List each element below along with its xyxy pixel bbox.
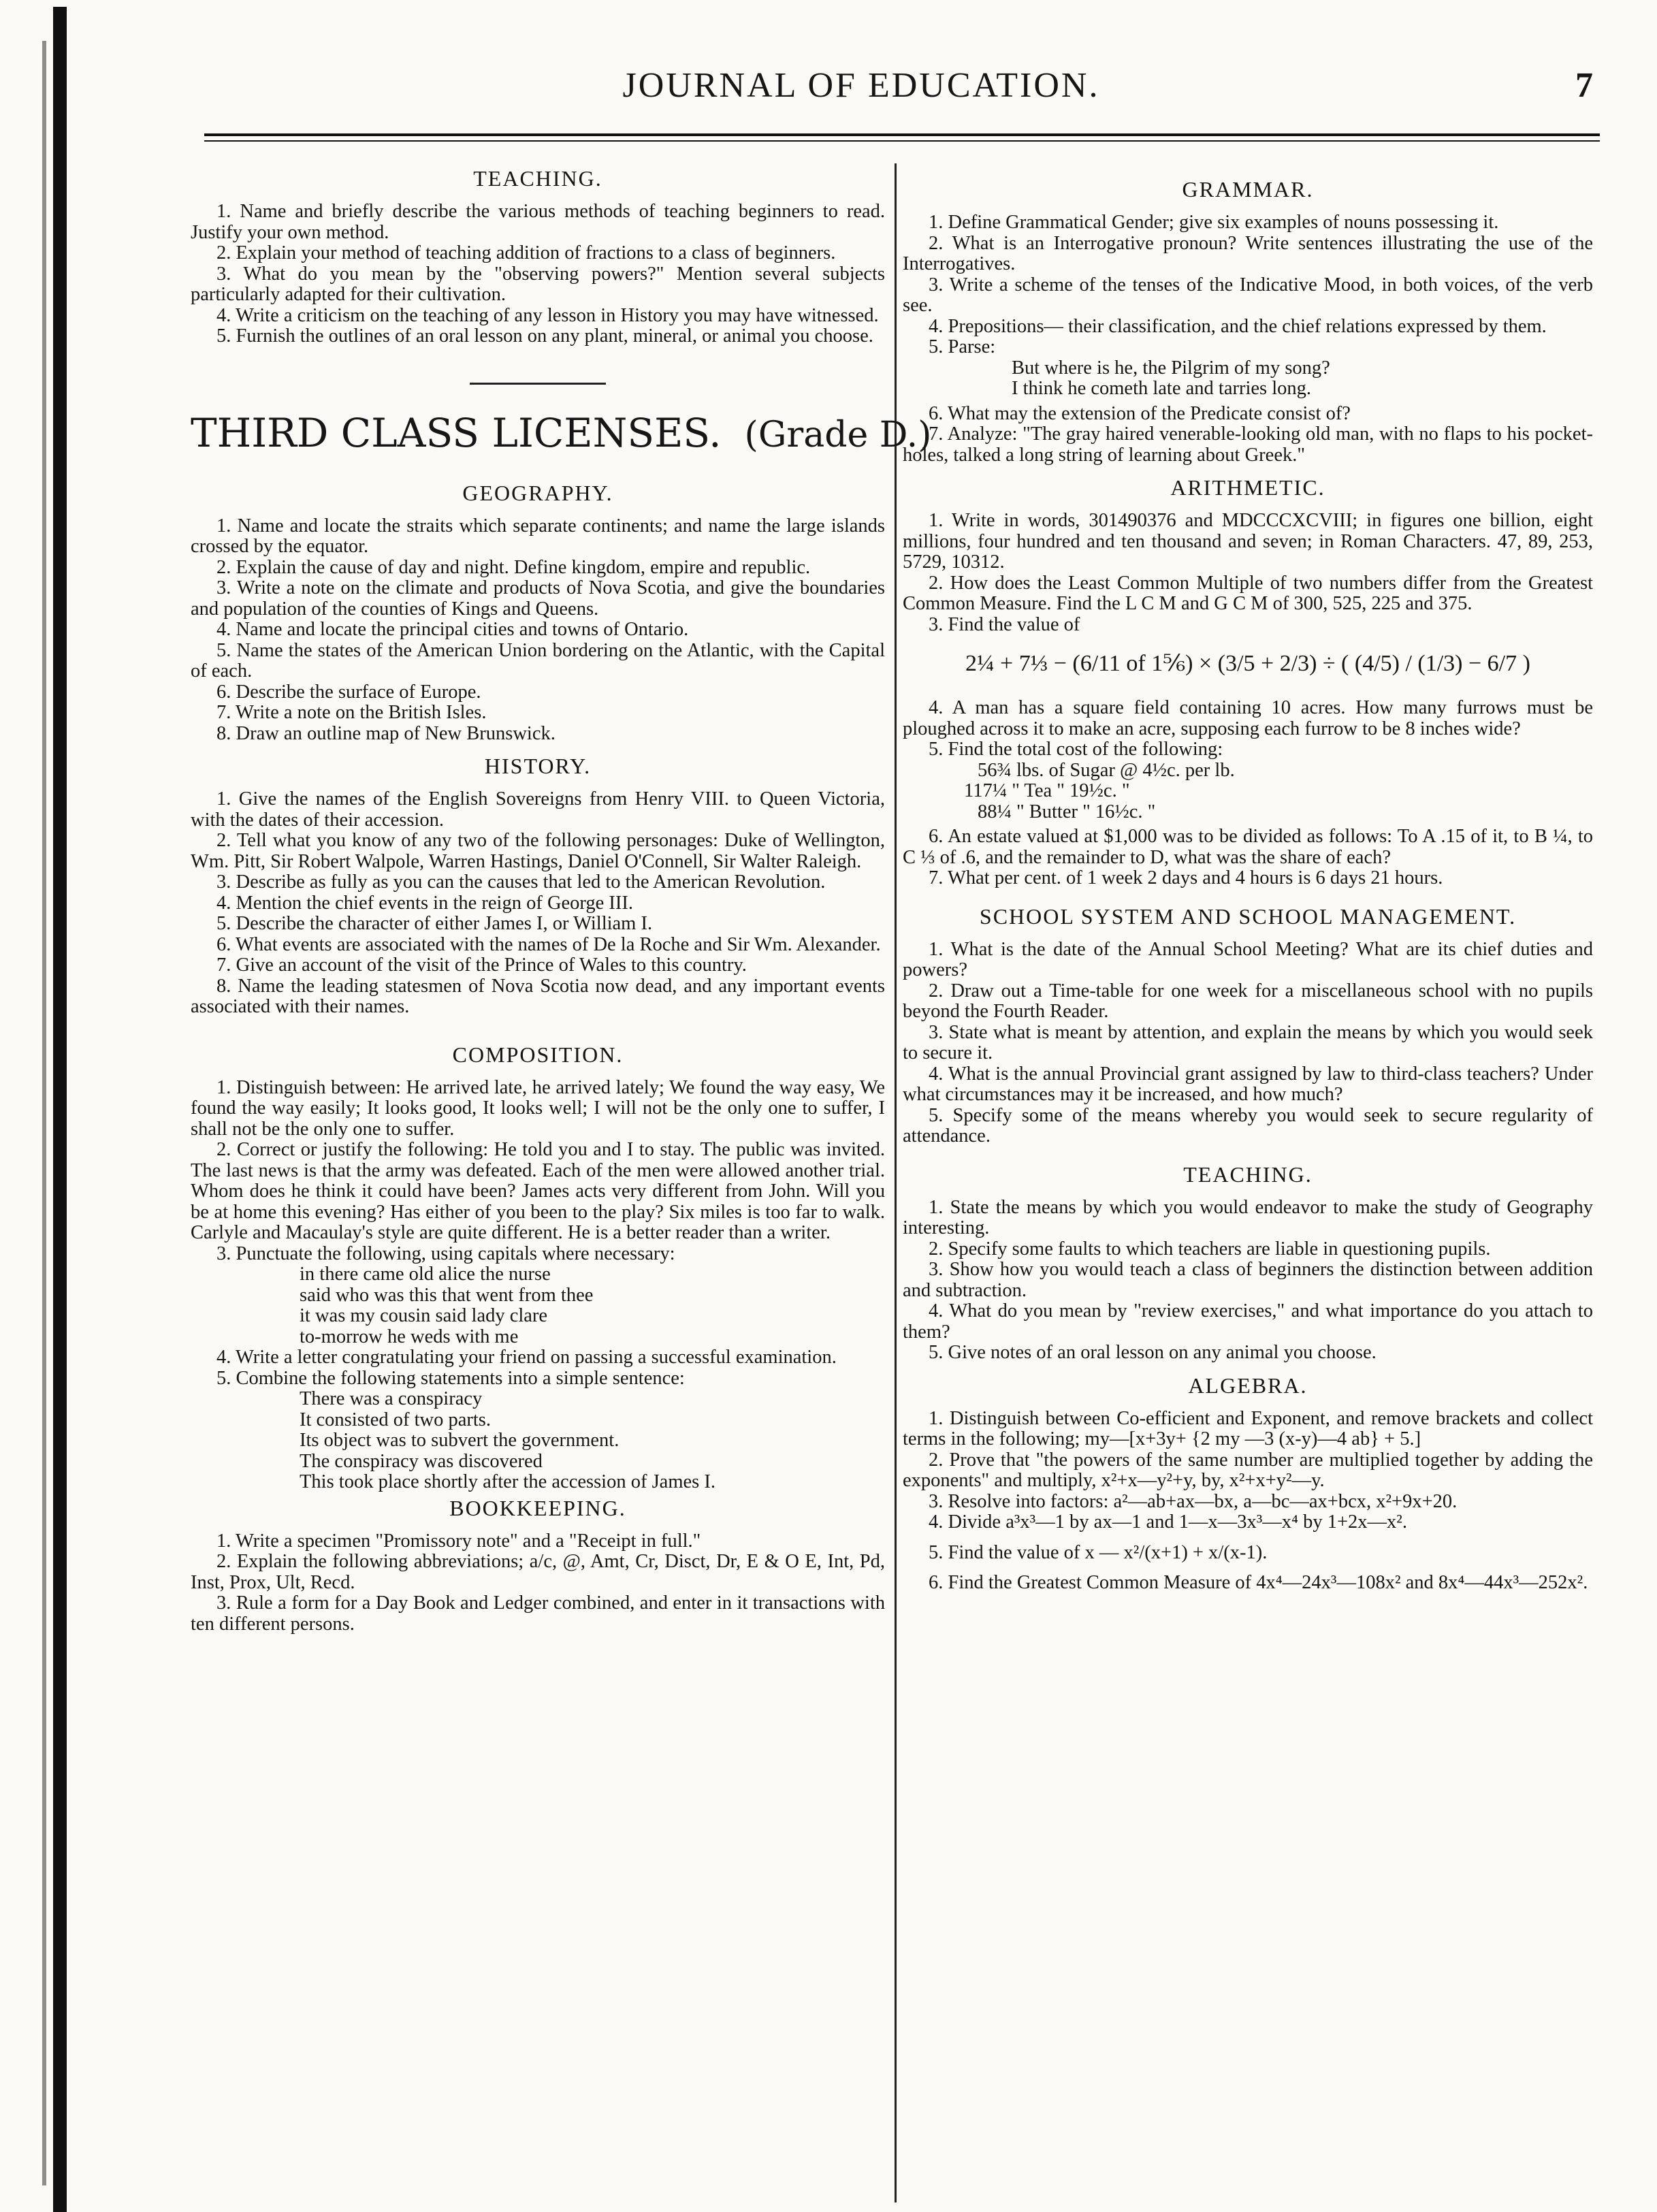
column-divider: [895, 163, 897, 2202]
right-column: [903, 163, 1593, 1594]
question: 4. A man has a square field containing 10 acres. How many furrows must be ploughed across it to make an acre, supposing each furrow to be 8 inches wide?: [903, 697, 1593, 739]
header-rule: [204, 133, 1600, 136]
question: 3. State what is meant by attention, and explain the means by which you would seek to secure it.: [903, 1021, 1593, 1063]
question: 2. How does the Least Common Multiple of two numbers differ from the Greatest Common Measure. Find the L C M and G C M of 300, 525, 225 and 375.: [903, 572, 1593, 614]
question: 4. Divide a³x³—1 by ax—1 and 1—x—3x³—x⁴ by 1+2x—x².: [929, 1511, 1407, 1533]
question: 1. Distinguish between: He arrived late, he arrived lately; We found the way easy, We found the way easily; It looks good, It looks well; I will not be the only one to suffer, I shall not be the only one to suffer.: [191, 1076, 885, 1140]
question: 6. An estate valued at $1,000 was to be divided as follows: To A .15 of it, to B ¼, to C ⅓ of .6, and the remainder to D, what was the share of each?: [903, 826, 1593, 868]
verse-line: said who was this that went from thee: [300, 1284, 594, 1306]
question: 3. Rule a form for a Day Book and Ledger combined, and enter in it transactions with ten different persons.: [191, 1592, 885, 1635]
page-number: 7: [1575, 66, 1593, 105]
binding-edge: [53, 7, 67, 2212]
question: 3. Punctuate the following, using capitals where necessary:: [216, 1243, 675, 1264]
header-rule-thin: [204, 140, 1600, 142]
question: 2. Prove that "the powers of the same number are multiplied together by adding the exponents" and multiply, x²+x—y²+y, by, x²+x+y²—y.: [903, 1449, 1593, 1491]
question: 1. State the means by which you would endeavor to make the study of Geography interesting.: [903, 1196, 1593, 1238]
question: 3. Find the value of: [929, 613, 1080, 635]
licenses-title-text: THIRD CLASS LICENSES.: [191, 409, 722, 456]
question: 3. Resolve into factors: a²—ab+ax—bx, a—bc—ax+bcx, x²+9x+20.: [929, 1490, 1458, 1512]
question: 5. Describe the character of either James I, or William I.: [216, 913, 653, 934]
question: 3. What do you mean by the "observing powers?" Mention several subjects particularly adapted for their cultivation.: [191, 263, 885, 305]
question: 4. Prepositions— their classification, and the chief relations expressed by them.: [929, 315, 1547, 337]
statement-line: There was a conspiracy: [300, 1388, 483, 1409]
question: 6. What events are associated with the names of De la Roche and Sir Wm. Alexander.: [216, 933, 881, 955]
statement-line: The conspiracy was discovered: [300, 1450, 543, 1472]
section-separator: [470, 383, 606, 385]
question: 1. Write in words, 301490376 and MDCCCXCVIII; in figures one billion, eight millions, four hundred and ten thousand and seven; in Roman Characters. 47, 89, 253, 5729, 10312.: [903, 510, 1593, 573]
question: 4. What is the annual Provincial grant assigned by law to third-class teachers? Under what circumstances may it be increased, and how much?: [903, 1063, 1593, 1105]
statement-line: This took place shortly after the accession of James I.: [300, 1471, 715, 1492]
question: 2. Correct or justify the following: He told you and I to stay. The public was invited. The last news is that the army was defeated. Each of the men were allowed another trial. Whom does he think it could have been? James acts very different from John. Will you be at home this evening? Has either of you been to the play? Six miles is too far to walk. Carlyle and Macaulay's style are quite different. He is a better reader than a writer.: [191, 1139, 885, 1243]
verse-line: to-morrow he weds with me: [300, 1326, 519, 1347]
question: 5. Specify some of the means whereby you would seek to secure regularity of attendance.: [903, 1104, 1593, 1147]
question: 2. Explain your method of teaching addition of fractions to a class of beginners.: [216, 242, 836, 263]
verse-line: I think he cometh late and tarries long.: [1012, 378, 1312, 399]
question: 1. Define Grammatical Gender; give six examples of nouns possessing it.: [929, 212, 1499, 233]
question: 1. Write a specimen "Promissory note" and a "Receipt in full.": [216, 1530, 701, 1552]
question: 8. Name the leading statesmen of Nova Scotia now dead, and any important events associated with their names.: [191, 975, 885, 1017]
question: 2. Specify some faults to which teachers are liable in questioning pupils.: [929, 1238, 1491, 1260]
question: 4. What do you mean by "review exercises," and what importance do you attach to them?: [903, 1300, 1593, 1343]
question: 3. Write a note on the climate and products of Nova Scotia, and give the boundaries and population of the counties of Kings and Queens.: [191, 577, 885, 620]
section-heading: TEACHING.: [1183, 1161, 1313, 1187]
question: 5. Name the states of the American Union bordering on the Atlantic, with the Capital of each.: [191, 639, 885, 682]
question: 7. Give an account of the visit of the Prince of Wales to this country.: [216, 955, 747, 976]
question: 5. Parse:: [929, 336, 996, 357]
statement-line: It consisted of two parts.: [300, 1409, 491, 1430]
question: 5. Furnish the outlines of an oral lesson on any plant, mineral, or animal you choose.: [216, 325, 873, 347]
section-heading: COMPOSITION.: [452, 1042, 624, 1067]
verse-line: in there came old alice the nurse: [300, 1264, 551, 1285]
question: 2. Explain the following abbreviations; a/c, @, Amt, Cr, Disct, Dr, E & O E, Int, Pd, Inst, Prox, Ult, Recd.: [191, 1551, 885, 1593]
binding-shadow: [42, 41, 46, 2185]
question: 4. Name and locate the principal cities and towns of Ontario.: [216, 619, 689, 640]
question: 3. Describe as fully as you can the causes that led to the American Revolution.: [216, 871, 826, 893]
question: 1. Name and locate the straits which separate continents; and name the large islands crossed by the equator.: [191, 515, 885, 557]
page-header: [129, 65, 1593, 120]
question: 5. Find the value of x — x²/(x+1) + x/(x-1).: [929, 1541, 1268, 1563]
cost-line: 88¼ " Butter " 16½c. ": [978, 801, 1156, 822]
question: 4. Mention the chief events in the reign of George III.: [216, 892, 634, 914]
cost-line: 56¾ lbs. of Sugar @ 4½c. per lb.: [978, 759, 1235, 781]
question: 4. Write a criticism on the teaching of any lesson in History you may have witnessed.: [216, 304, 879, 326]
statement-line: Its object was to subvert the government.: [300, 1430, 620, 1451]
question: 3. Write a scheme of the tenses of the Indicative Mood, in both voices, of the verb see.: [903, 274, 1593, 316]
question: 2. What is an Interrogative pronoun? Write sentences illustrating the use of the Interrogatives.: [903, 232, 1593, 274]
question: 2. Explain the cause of day and night. Define kingdom, empire and republic.: [216, 556, 811, 578]
question: 6. Find the Greatest Common Measure of 4x⁴—24x³—108x² and 8x⁴—44x³—252x².: [929, 1572, 1588, 1593]
section-heading: GEOGRAPHY.: [462, 480, 613, 505]
question: 7. What per cent. of 1 week 2 days and 4 hours is 6 days 21 hours.: [929, 867, 1443, 888]
cost-line: 117¼ " Tea " 19½c. ": [964, 780, 1130, 801]
verse-line: it was my cousin said lady clare: [300, 1305, 548, 1326]
question: 1. Distinguish between Co-efficient and Exponent, and remove brackets and collect terms in the following; my—[x+3y+ {2 my —3 (x-y)—4 ab} + 5.]: [903, 1407, 1593, 1449]
question: 5. Find the total cost of the following:: [929, 739, 1223, 760]
question: 7. Analyze: "The gray haired venerable-looking old man, with no flaps to his pocket-holes, talked a long string of learning about Greek.": [903, 423, 1593, 466]
question: 2. Tell what you know of any two of the following personages: Duke of Wellington, Wm. Pitt, Sir Robert Walpole, Warren Hastings, Daniel O'Connell, Sir Walter Raleigh.: [191, 830, 885, 872]
verse-line: But where is he, the Pilgrim of my song?: [1012, 357, 1330, 379]
question: 1. Give the names of the English Sovereigns from Henry VIII. to Queen Victoria, with the dates of their accession.: [191, 788, 885, 831]
journal-title: JOURNAL OF EDUCATION.: [622, 66, 1100, 105]
section-heading: BOOKKEEPING.: [449, 1495, 626, 1520]
question: 6. Describe the surface of Europe.: [216, 681, 481, 703]
question: 5. Give notes of an oral lesson on any animal you choose.: [929, 1342, 1377, 1363]
section-heading: ALGEBRA.: [1188, 1373, 1308, 1398]
arithmetic-formula: 2¼ + 7⅓ − (6/11 of 1⅚) × (3/5 + 2/3) ÷ ( (4/5) / (1/3) − 6/7 ): [965, 651, 1530, 676]
section-heading: GRAMMAR.: [1182, 177, 1314, 202]
section-heading: ARITHMETIC.: [1170, 475, 1325, 500]
question: 1. What is the date of the Annual School Meeting? What are its chief duties and powers?: [903, 938, 1593, 980]
section-heading: HISTORY.: [484, 754, 592, 778]
question: 3. Show how you would teach a class of beginners the distinction between addition and subtraction.: [903, 1259, 1593, 1301]
question: 8. Draw an outline map of New Brunswick.: [216, 722, 556, 744]
question: 5. Combine the following statements into a simple sentence:: [216, 1367, 685, 1389]
question: 4. Write a letter congratulating your friend on passing a successful examination.: [216, 1347, 837, 1368]
question: 6. What may the extension of the Predicate consist of?: [929, 402, 1351, 424]
question: 2. Draw out a Time-table for one week for a miscellaneous school with no pupils beyond the Fourth Reader.: [903, 980, 1593, 1022]
question: 7. Write a note on the British Isles.: [216, 702, 487, 723]
section-heading: SCHOOL SYSTEM AND SCHOOL MANAGEMENT.: [979, 903, 1517, 929]
grade-label: (Grade D.): [744, 414, 932, 455]
left-column: [191, 163, 932, 1635]
licenses-title: [191, 409, 932, 458]
question: 1. Name and briefly describe the various methods of teaching beginners to read. Justify your own method.: [191, 201, 885, 243]
section-heading: TEACHING.: [473, 166, 602, 191]
